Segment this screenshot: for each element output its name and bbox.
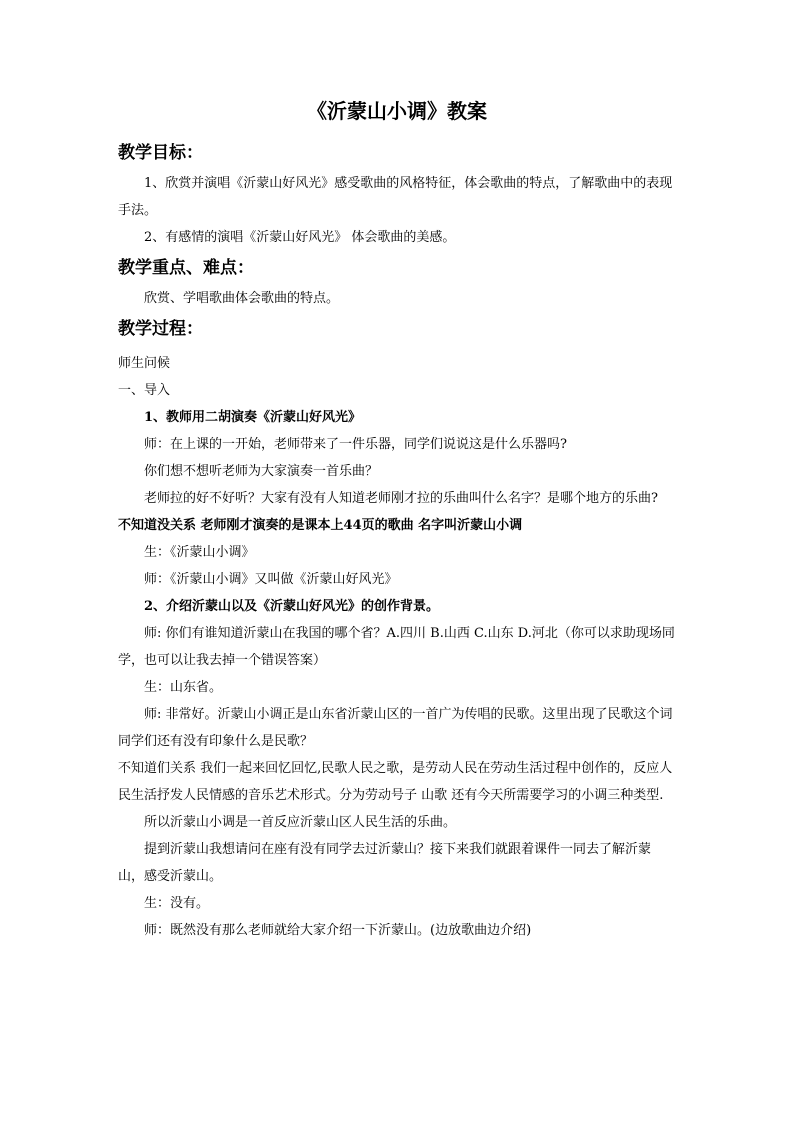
dialogue-line: 师：《沂蒙山小调》又叫做《沂蒙山好风光》 xyxy=(144,572,398,587)
dialogue-line: 你们想不想听老师为大家演奏一首乐曲？ xyxy=(144,464,379,479)
goals-heading: 教学目标： xyxy=(118,143,203,163)
document-body xyxy=(118,136,676,944)
focus-heading: 教学重点、难点： xyxy=(118,258,254,278)
dialogue-line: 师：既然没有那么老师就给大家介绍一下沂蒙山。(边放歌曲边介绍) xyxy=(144,923,532,938)
dialogue-line: 所以沂蒙山小调是一首反应沂蒙山区人民生活的乐曲。 xyxy=(144,815,457,830)
step-2-heading: 2、介绍沂蒙山以及《沂蒙山好风光》的创作背景。 xyxy=(144,599,440,614)
goal-item-1: 1、欣赏并演唱《沂蒙山好风光》感受歌曲的风格特征，体会歌曲的特点，了解歌曲中的表现手法。 xyxy=(118,176,673,218)
dialogue-line: 生：《沂蒙山小调》 xyxy=(144,545,255,560)
dialogue-line: 生：没有。 xyxy=(144,896,210,911)
dialogue-line: 师: 非常好。沂蒙山小调正是山东省沂蒙山区的一首广为传唱的民歌。这里出现了民歌这个词 同学们还有没有印象什么是民歌？ xyxy=(118,707,673,749)
dialogue-line: 师：在上课的一开始，老师带来了一件乐器，同学们说说这是什么乐器吗? xyxy=(144,437,567,452)
dialogue-line: 生：山东省。 xyxy=(144,680,223,695)
process-heading: 教学过程： xyxy=(118,319,203,339)
dialogue-line-bold: 不知道没关系 老师刚才演奏的是课本上44页的歌曲 名字叫沂蒙山小调 xyxy=(118,518,523,533)
greeting-line: 师生问候 xyxy=(118,356,171,371)
document-title: 《沂蒙山小调》教案 xyxy=(307,99,487,123)
step-1-heading: 1、教师用二胡演奏《沂蒙山好风光》 xyxy=(144,410,362,425)
intro-heading: 一、导入 xyxy=(118,383,171,398)
dialogue-line: 老师拉的好不好听？大家有没有人知道老师刚才拉的乐曲叫什么名字？是哪个地方的乐曲? xyxy=(144,491,658,506)
focus-text: 欣赏、学唱歌曲体会歌曲的特点。 xyxy=(144,291,340,306)
goal-item-2: 2、有感情的演唱《沂蒙山好风光》 体会歌曲的美感。 xyxy=(144,230,456,245)
dialogue-line: 师: 你们有谁知道沂蒙山在我国的哪个省？A.四川 B.山西 C.山东 D.河北（你可以求助现场同学，也可以让我去掉一个错误答案） xyxy=(118,626,675,668)
dialogue-line: 不知道们关系 我们一起来回忆回忆,民歌人民之歌，是劳动人民在劳动生活过程中创作的，反应人民生活抒发人民情感的音乐艺术形式。分为劳动号子 山歌 还有今天所需要学习的小调三种类型. xyxy=(118,761,673,803)
dialogue-line: 提到沂蒙山我想请问在座有没有同学去过沂蒙山？接下来我们就跟着课件一同去了解沂蒙山，感受沂蒙山。 xyxy=(118,842,652,884)
